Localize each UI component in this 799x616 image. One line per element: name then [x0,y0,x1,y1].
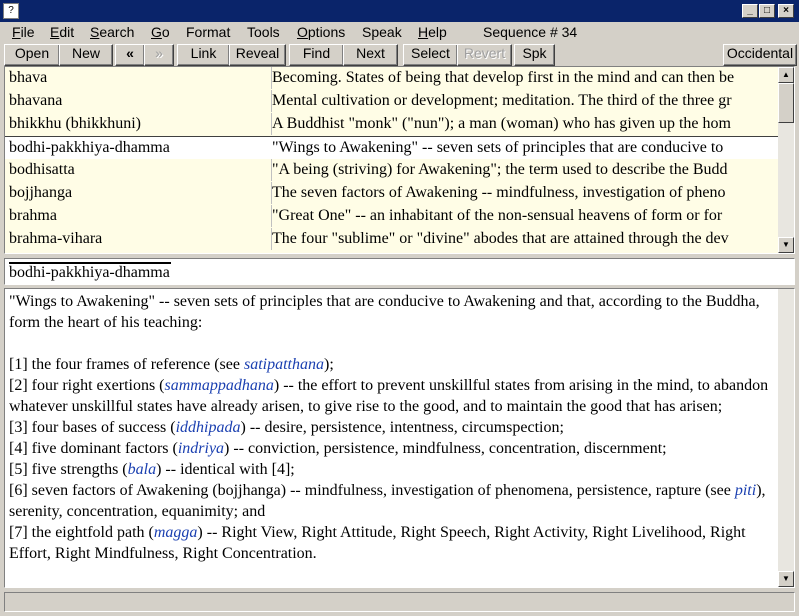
term-link[interactable]: sammappadhana [164,377,274,394]
list-item[interactable] [5,67,779,90]
new-button[interactable]: New [59,44,113,66]
reveal-button[interactable]: Reveal [229,44,286,66]
list-item-term: bodhi-pakkhiya-dhamma [5,137,272,159]
open-button[interactable]: Open [4,44,60,66]
definition-item: [6] seven factors of Awakening (bojjhanga) -- mindfulness, investigation of phenomena, persistence, rapture (see piti), serenity, concentration, equanimity; and [9,482,766,520]
language-button[interactable]: Occidental [723,44,797,66]
list-item-definition: The seven factors of Awakening -- mindfulness, investigation of pheno [272,184,726,201]
menu-speak[interactable]: Speak [362,24,402,40]
definition-item: [3] four bases of success (iddhipada) -- desire, persistence, intentness, circumspection; [9,419,564,436]
status-bar [4,592,795,612]
minimize-icon: _ [747,5,753,16]
list-item-definition: Becoming. States of being that develop first in the mind and can then be [272,69,735,86]
definition-pane[interactable] [4,288,795,588]
definition-item: [1] the four frames of reference (see satipatthana); [9,356,334,373]
menu-edit[interactable]: Edit [50,24,75,40]
list-item-term: bhava [5,67,272,89]
list-item[interactable] [5,205,779,228]
definition-text [9,291,774,564]
menu-help[interactable]: Help [418,24,447,40]
scroll-down-button[interactable] [778,237,794,253]
list-item-definition: Mental cultivation or development; meditation. The third of the three gr [272,92,732,109]
list-item-term: bhavana [5,90,272,112]
app-icon[interactable]: ? [3,3,19,19]
list-item-definition: "A being (striving) for Awakening"; the term used to describe the Budd [272,161,728,178]
definition-item: [4] five dominant factors (indriya) -- conviction, persistence, mindfulness, concentration, discernment; [9,440,667,457]
close-icon: × [783,5,789,16]
next-button[interactable]: Next [343,44,398,66]
list-item[interactable] [5,159,779,182]
arrow-down-icon: ▼ [782,240,790,249]
close-button[interactable] [778,4,794,18]
back-button[interactable]: « [115,44,145,66]
arrow-up-icon: ▲ [782,70,790,79]
speak-button[interactable]: Spk [514,44,555,66]
list-item-term: brahma [5,205,272,227]
term-link[interactable]: satipatthana [243,356,324,373]
arrow-down-icon: ▼ [782,574,790,583]
list-item-term: brahma-vihara [5,228,272,250]
list-item[interactable] [5,228,779,251]
list-item-definition: The four "sublime" or "divine" abodes that are attained through the dev [272,230,729,247]
menu-tools[interactable]: Tools [247,24,280,40]
entry-field[interactable] [4,258,795,285]
term-link[interactable]: piti [734,482,757,499]
list-item-term: bodhisatta [5,159,272,181]
menu-format[interactable]: Format [186,24,231,40]
word-list[interactable] [4,66,795,254]
list-item[interactable] [5,90,779,113]
sequence-number: Sequence # 34 [483,24,578,40]
title-bar[interactable] [0,0,799,22]
list-item-definition: "Great One" -- an inhabitant of the non-sensual heavens of form or for [272,207,723,224]
definition-item: [2] four right exertions (sammappadhana) -- the effort to prevent unskillful states from arising in the mind, to abandon whatever unskillful states have already arisen, to give rise to the good, and to maintain the good that has arisen; [9,377,769,415]
maximize-button[interactable] [759,4,775,18]
list-item-term: bojjhanga [5,182,272,204]
definition-scrollbar[interactable] [778,289,794,587]
select-button[interactable]: Select [403,44,458,66]
list-item-selected[interactable] [5,136,779,159]
minimize-button[interactable] [742,4,758,18]
scroll-thumb[interactable] [778,83,794,123]
menu-go[interactable]: Go [151,24,170,40]
maximize-icon: □ [763,5,771,16]
menu-options[interactable]: Options [297,24,346,40]
menu-bar [0,22,799,42]
menu-file[interactable]: File [12,24,35,40]
menu-search[interactable]: Search [90,24,135,40]
revert-button[interactable]: Revert [457,44,512,66]
entry-text: bodhi-pakkhiya-dhamma [9,264,170,281]
term-link[interactable]: indriya [177,440,225,457]
link-button[interactable]: Link [177,44,230,66]
term-link[interactable]: bala [127,461,157,478]
list-item-definition: "Wings to Awakening" -- seven sets of principles that are conducive to [269,137,782,159]
find-button[interactable]: Find [289,44,344,66]
definition-intro: "Wings to Awakening" -- seven sets of principles that are conducive to Awakening and that, according to the Buddha, form the heart of his teaching: [9,293,760,331]
term-link[interactable]: iddhipada [175,419,241,436]
forward-button[interactable]: » [144,44,174,66]
scroll-up-button[interactable] [778,67,794,83]
list-item-definition: A Buddhist "monk" ("nun"); a man (woman) who has given up the hom [272,115,731,132]
list-scrollbar[interactable] [778,67,794,253]
toolbar [0,43,799,65]
list-item[interactable] [5,113,779,136]
definition-item: [7] the eightfold path (magga) -- Right View, Right Attitude, Right Speech, Right Activity, Right Livelihood, Right Effort, Right Mindfulness, Right Concentration. [9,524,746,562]
list-item-term: bhikkhu (bhikkhuni) [5,113,272,135]
term-link[interactable]: magga [153,524,198,541]
definition-item: [5] five strengths (bala) -- identical with [4]; [9,461,295,478]
list-item[interactable] [5,182,779,205]
scroll-down-button[interactable] [778,571,794,587]
